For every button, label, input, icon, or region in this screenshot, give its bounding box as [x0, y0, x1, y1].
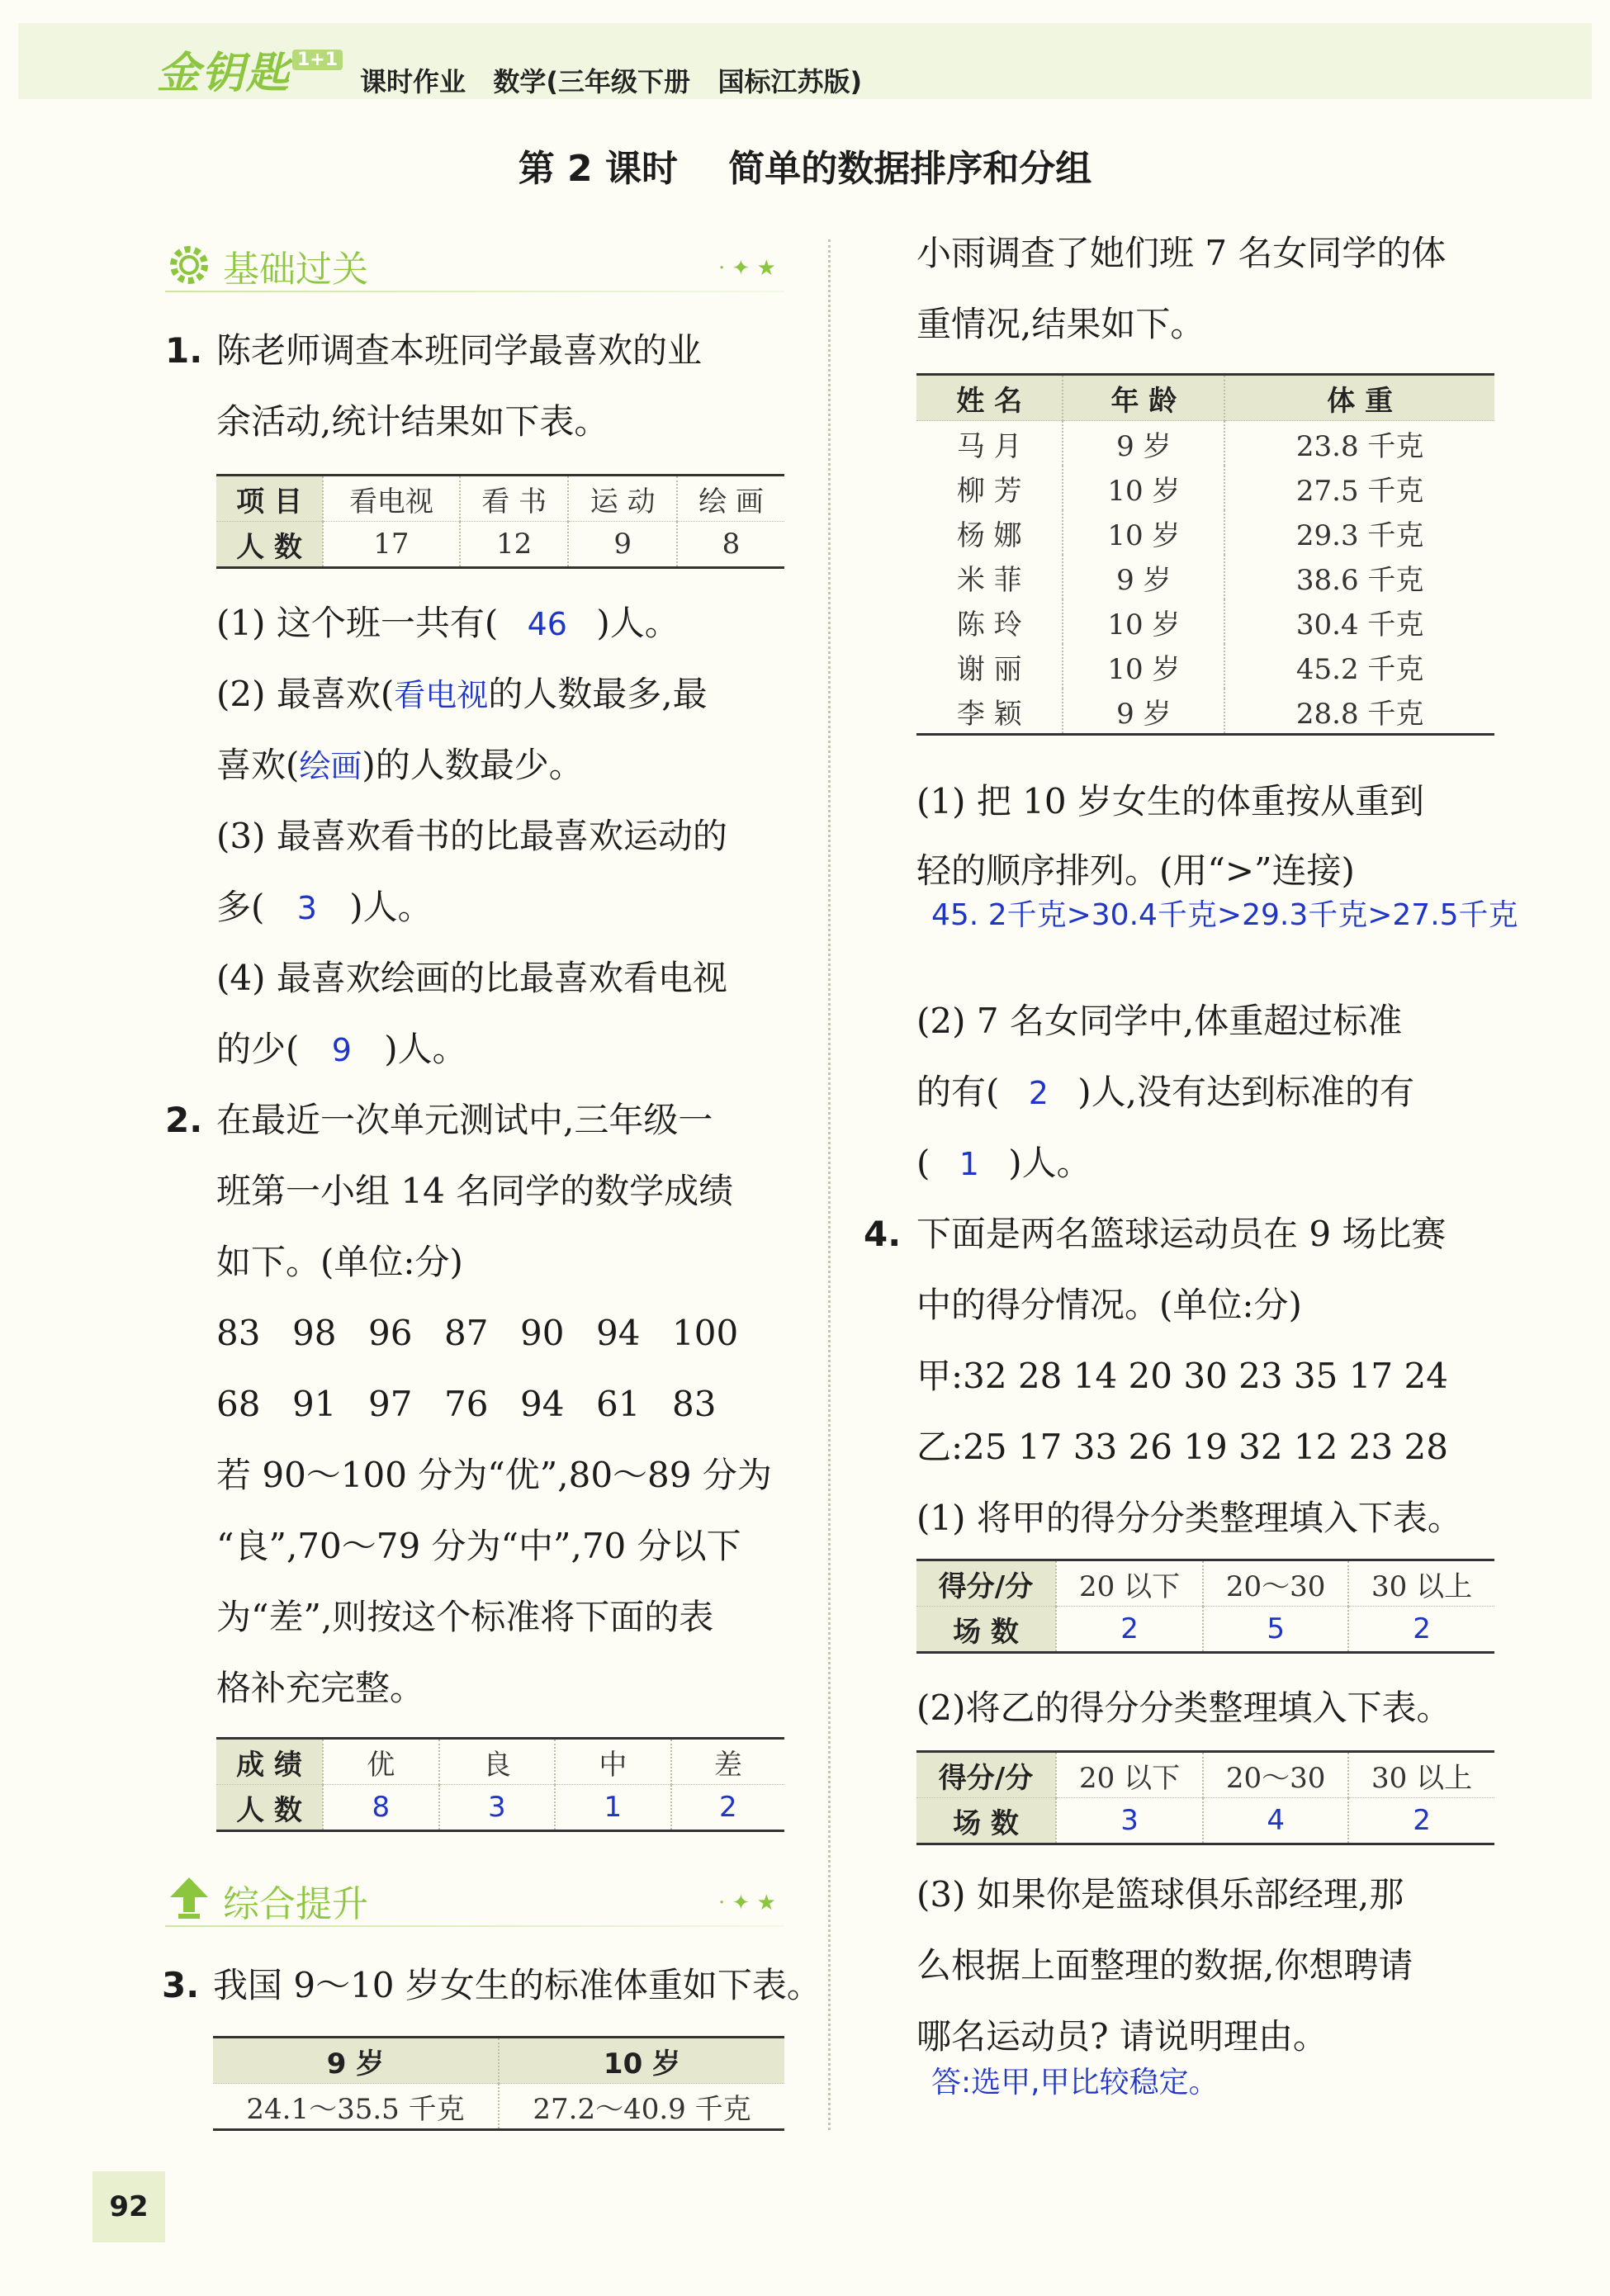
- q1-table-row-label: 人 数: [216, 522, 323, 568]
- q4-part3-line1: (3) 如果你是篮球俱乐部经理,那: [916, 1874, 1404, 1915]
- q2-scores-row1: [216, 1298, 794, 1369]
- q1-table-item: 看 书: [460, 476, 569, 522]
- q1-number: 1.: [165, 330, 203, 371]
- q1-part3-text: 多(: [216, 887, 265, 927]
- q4-number: 4.: [864, 1214, 902, 1254]
- score: 94: [520, 1384, 565, 1424]
- q1-table-count: 8: [722, 528, 741, 561]
- q3-girl-age: 10 岁: [1063, 644, 1224, 689]
- q1-part3-line2: [216, 872, 433, 944]
- q1-activity-table: [216, 474, 784, 569]
- q3-std-value: 24.1～35.5 千克: [213, 2084, 499, 2130]
- q3-std-value: 27.2～40.9 千克: [533, 2092, 751, 2126]
- q4-table-header: 得分/分: [916, 1752, 1056, 1798]
- q3-standard-table: [213, 2036, 784, 2131]
- q4-part3-line2: 么根据上面整理的数据,你想聘请: [916, 1945, 1413, 1986]
- q2-table-grade: 中: [555, 1739, 671, 1785]
- q3-part2-answer1: 2: [1028, 1075, 1049, 1111]
- score: 68: [216, 1384, 261, 1424]
- column-divider: [828, 239, 831, 2130]
- q4-part2: (2)将乙的得分分类整理填入下表。: [916, 1688, 1451, 1728]
- q4-jia-answer: 2: [1056, 1607, 1203, 1653]
- score: 96: [368, 1313, 413, 1353]
- score: 100: [672, 1313, 739, 1353]
- q3-girl-name: 柳 芳: [916, 466, 1063, 510]
- q2-number: 2.: [165, 1100, 203, 1140]
- q1-table-item: 绘 画: [677, 476, 784, 522]
- section-advanced-underline: [165, 1925, 784, 1927]
- q4-jia-scores: 甲:32 28 14 20 30 23 35 17 24: [916, 1356, 1448, 1396]
- q3-part2-line2: [916, 1057, 1414, 1129]
- q4-jia-answer: 2: [1413, 1612, 1431, 1645]
- gear-icon: [165, 241, 213, 289]
- q2-scores-row2: [216, 1369, 794, 1440]
- q4-yi-table: [916, 1750, 1494, 1845]
- q4-table-row-label: 场 数: [916, 1607, 1056, 1653]
- q2-table-grade: 优: [323, 1739, 439, 1785]
- q2-table-grade: 差: [671, 1739, 784, 1785]
- section-basic-underline: [165, 291, 784, 292]
- q3-girl-name: 马 月: [916, 421, 1063, 466]
- q3-girl-age: 9 岁: [1063, 421, 1224, 466]
- q2-rule-line: 格补充完整。: [216, 1668, 425, 1708]
- q3-part2-line3: [916, 1128, 1091, 1200]
- q3-part2-text-end: )人。: [1008, 1143, 1091, 1183]
- q3-part2-text: 的有(: [916, 1072, 1000, 1112]
- q1-part3-text-end: )人。: [349, 887, 433, 927]
- q1-table-row-label: 项 目: [216, 476, 323, 522]
- lamp-icon: [165, 1872, 213, 1925]
- q3-part1-answer: 45. 2千克>30.4千克>29.3千克>27.5千克: [931, 898, 1518, 932]
- section-advanced-title: 综合提升: [223, 1883, 368, 1925]
- q3-girl-name: 杨 娜: [916, 510, 1063, 555]
- q3-part1-line2: 轻的顺序排列。(用“>”连接): [916, 850, 1355, 891]
- q3-girl-name: 陈 玲: [916, 599, 1063, 644]
- q3-intro-line1: 小雨调查了她们班 7 名女同学的体: [916, 233, 1447, 273]
- q3-part2-text-mid: )人,没有达到标准的有: [1077, 1072, 1415, 1112]
- q1-part1: [216, 588, 680, 660]
- q3-std-header: 9 岁: [213, 2038, 499, 2084]
- q3-girl-weight: 28.8 千克: [1295, 697, 1424, 731]
- q4-text-line1: 下面是两名篮球运动员在 9 场比赛: [916, 1214, 1447, 1254]
- section-basic-title: 基础过关: [223, 249, 368, 291]
- q3-girl-weight: 29.3 千克: [1295, 518, 1424, 552]
- lesson-title: 第 2 课时 简单的数据排序和分组: [518, 148, 1092, 190]
- q4-jia-answer: 5: [1203, 1607, 1348, 1653]
- q3-girl-name: 米 菲: [916, 555, 1063, 599]
- brand-badge: 1+1: [292, 50, 343, 70]
- score: 90: [520, 1313, 565, 1353]
- q3-girl-name: 李 颖: [916, 689, 1063, 735]
- q4-table-header: 20～30: [1203, 1752, 1348, 1798]
- q4-table-header: 30 以上: [1348, 1752, 1494, 1798]
- score: 61: [596, 1384, 641, 1424]
- q4-table-header: 20 以下: [1056, 1560, 1203, 1607]
- q1-part1-text: (1) 这个班一共有(: [216, 603, 499, 643]
- q4-table-header: 30 以上: [1348, 1560, 1494, 1607]
- q1-part2-answer: 看电视: [394, 677, 489, 713]
- q3-girls-table: [916, 373, 1494, 736]
- star-decoration-icon: · ✦ ★: [718, 1891, 776, 1915]
- q2-table-answer: 2: [719, 1791, 737, 1824]
- q1-table-count: 17: [323, 522, 460, 568]
- q4-yi-answer: 3: [1056, 1798, 1203, 1844]
- q3-part1-line1: (1) 把 10 岁女生的体重按从重到: [916, 781, 1424, 821]
- q2-table-row-label: 成 绩: [216, 1739, 323, 1785]
- score: 94: [596, 1313, 641, 1353]
- q3-intro-line2: 重情况,结果如下。: [916, 304, 1205, 344]
- page-number: 92: [92, 2171, 165, 2242]
- q1-text-line1: 陈老师调查本班同学最喜欢的业: [216, 330, 703, 371]
- q1-part3-answer: 3: [296, 890, 317, 926]
- q1-part3-line1: (3) 最喜欢看书的比最喜欢运动的: [216, 816, 727, 856]
- q2-rule-line: 若 90～100 分为“优”,80～89 分为: [216, 1455, 772, 1495]
- q1-part2-text-end: 的人数最多,最: [488, 674, 708, 714]
- q3-part2-text-open: (: [916, 1143, 930, 1183]
- q2-table-answer: 1: [555, 1785, 671, 1831]
- q4-text-line2: 中的得分情况。(单位:分): [916, 1285, 1302, 1325]
- q3-number: 3.: [162, 1965, 200, 2005]
- q4-part3-answer: 答:选甲,甲比较稳定。: [931, 2066, 1219, 2100]
- q1-part4-answer: 9: [331, 1032, 352, 1068]
- q1-table-item: 看电视: [323, 476, 460, 522]
- score: 87: [444, 1313, 489, 1353]
- q3-girl-weight: 23.8 千克: [1295, 429, 1424, 463]
- q3-girl-age: 9 岁: [1063, 689, 1224, 735]
- q1-part2-line2: [216, 730, 584, 802]
- q3-girls-header: 姓 名: [916, 375, 1063, 421]
- q1-part2-text: (2) 最喜欢(: [216, 674, 395, 714]
- score: 83: [216, 1313, 261, 1353]
- q4-yi-answer: 2: [1413, 1804, 1431, 1837]
- score: 76: [444, 1384, 489, 1424]
- q1-part2-text2: 喜欢(: [216, 745, 300, 785]
- q2-table-answer: 3: [439, 1785, 556, 1831]
- q1-part4-text: 的少(: [216, 1029, 300, 1069]
- q4-jia-table: [916, 1559, 1494, 1654]
- q2-table-row-label: 人 数: [216, 1785, 323, 1831]
- q4-part1: (1) 将甲的得分分类整理填入下表。: [916, 1498, 1462, 1538]
- brand-logo: 金钥匙: [157, 49, 291, 98]
- q1-part4-line1: (4) 最喜欢绘画的比最喜欢看电视: [216, 958, 727, 998]
- q3-girl-weight: 38.6 千克: [1295, 563, 1424, 597]
- q2-text-line: 班第一小组 14 名同学的数学成绩: [216, 1171, 734, 1211]
- q3-girl-weight: 30.4 千克: [1295, 608, 1424, 641]
- q1-part1-answer: 46: [527, 606, 567, 642]
- q3-girl-name: 谢 丽: [916, 644, 1063, 689]
- q1-text-line2: 余活动,统计结果如下表。: [216, 401, 609, 442]
- q3-girls-header: 年 龄: [1063, 375, 1224, 421]
- q2-table-answer: 8: [323, 1785, 439, 1831]
- q3-girl-age: 10 岁: [1063, 599, 1224, 644]
- score: 98: [292, 1313, 337, 1353]
- q2-text-line: 如下。(单位:分): [216, 1242, 463, 1282]
- q3-girl-age: 10 岁: [1063, 510, 1224, 555]
- q4-table-header: 20～30: [1203, 1560, 1348, 1607]
- q1-table-count: 9: [568, 522, 677, 568]
- score: 97: [368, 1384, 413, 1424]
- q3-text: 我国 9～10 岁女生的标准体重如下表。: [213, 1965, 822, 2005]
- q1-part2: [216, 659, 708, 731]
- q3-girl-weight: 45.2 千克: [1295, 652, 1424, 686]
- q4-part3-line3: 哪名运动员? 请说明理由。: [916, 2016, 1328, 2057]
- q1-part1-text-end: )人。: [596, 603, 680, 643]
- header-subtitle: 课时作业 数学(三年级下册 国标江苏版): [360, 66, 863, 97]
- q1-part2-text2-end: )的人数最少。: [362, 745, 584, 785]
- star-decoration-icon: · ✦ ★: [718, 256, 776, 281]
- q2-rule-line: “良”,70～79 分为“中”,70 分以下: [216, 1526, 741, 1566]
- q3-part2-answer2: 1: [959, 1146, 979, 1182]
- q2-text-line: 在最近一次单元测试中,三年级一: [216, 1100, 713, 1140]
- q3-girl-age: 9 岁: [1063, 555, 1224, 599]
- q3-girls-header: 体 重: [1224, 375, 1494, 421]
- q2-grade-table: [216, 1737, 784, 1832]
- q2-table-grade: 良: [439, 1739, 556, 1785]
- score: 83: [672, 1384, 717, 1424]
- q1-table-item: 运 动: [568, 476, 677, 522]
- q1-part4-line2: [216, 1014, 467, 1086]
- q4-yi-answer: 4: [1203, 1798, 1348, 1844]
- q4-yi-scores: 乙:25 17 33 26 19 32 12 23 28: [916, 1427, 1448, 1467]
- q2-rule-line: 为“差”,则按这个标准将下面的表: [216, 1597, 714, 1637]
- score: 91: [292, 1384, 337, 1424]
- q1-part4-text-end: )人。: [384, 1029, 467, 1069]
- q3-part2-line1: (2) 7 名女同学中,体重超过标准: [916, 1001, 1403, 1041]
- q3-girl-weight: 27.5 千克: [1295, 474, 1424, 508]
- q1-part2-answer2: 绘画: [299, 748, 362, 784]
- q4-table-header: 20 以下: [1056, 1752, 1203, 1798]
- q3-std-header: 10 岁: [499, 2038, 784, 2084]
- q3-girl-age: 10 岁: [1063, 466, 1224, 510]
- q1-table-count: 12: [460, 522, 569, 568]
- q4-table-row-label: 场 数: [916, 1798, 1056, 1844]
- q4-table-header: 得分/分: [916, 1560, 1056, 1607]
